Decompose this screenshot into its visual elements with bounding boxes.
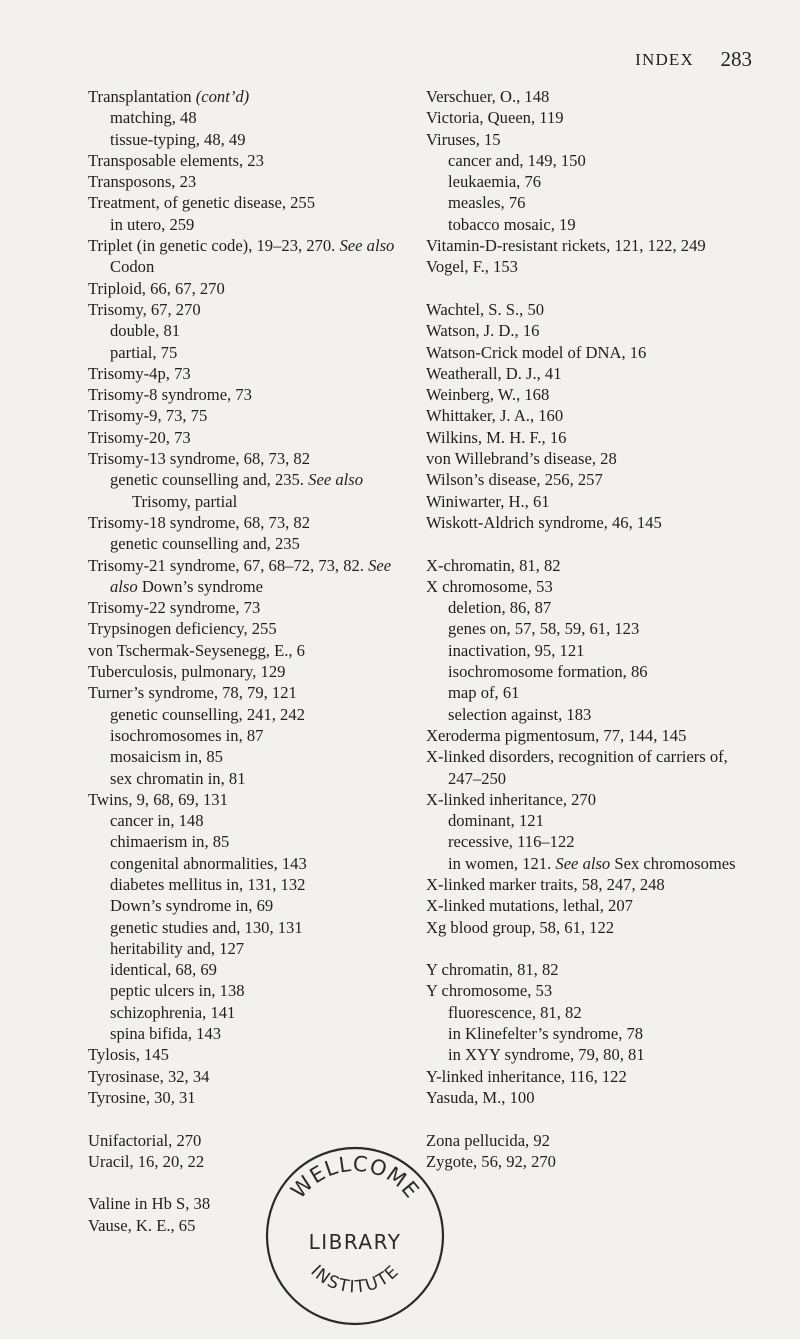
entry-text: Transposable elements, 23	[88, 150, 264, 170]
entry-text: Wachtel, S. S., 50	[426, 299, 545, 319]
index-subentry	[426, 192, 746, 213]
index-entry	[426, 980, 746, 1001]
entry-text: chimaerism in, 85	[110, 832, 230, 852]
entry-text: Tyrosinase, 32, 34	[88, 1066, 210, 1086]
index-entry	[88, 640, 418, 661]
index-entry	[426, 555, 746, 576]
index-subentry	[88, 704, 418, 725]
index-entry	[88, 448, 418, 469]
section-gap	[426, 1108, 746, 1129]
entry-text: Triplet (in genetic code), 19–23, 270.	[88, 236, 340, 256]
entry-text: Vitamin-D-resistant rickets, 121, 122, 249	[426, 236, 706, 256]
entry-text: in utero, 259	[110, 214, 195, 234]
index-subentry	[88, 746, 418, 767]
index-column-left	[88, 86, 418, 1236]
entry-text: Zygote, 56, 92, 270	[426, 1151, 556, 1171]
index-subentry	[426, 853, 746, 874]
entry-text: Turner’s syndrome, 78, 79, 121	[88, 683, 297, 703]
entry-text: isochromosome formation, 86	[448, 662, 648, 682]
entry-text: Trisomy-21 syndrome, 67, 68–72, 73, 82.	[88, 555, 369, 575]
index-entry	[426, 1130, 746, 1151]
entry-text: Watson, J. D., 16	[426, 321, 540, 341]
index-entry	[88, 299, 418, 320]
index-subentry	[88, 129, 418, 150]
entry-text: Treatment, of genetic disease, 255	[88, 193, 316, 213]
see-also-label: See also	[308, 470, 363, 490]
index-subentry	[88, 895, 418, 916]
entry-text: genetic counselling and, 235	[110, 534, 300, 554]
entry-text: von Tschermak-Seysenegg, E., 6	[88, 640, 305, 660]
index-entry	[88, 384, 418, 405]
entry-text: X-chromatin, 81, 82	[426, 555, 561, 575]
index-entry	[88, 192, 418, 213]
index-entry	[426, 725, 746, 746]
index-entry	[426, 363, 746, 384]
entry-text: spina bifida, 143	[110, 1024, 222, 1044]
entry-text: genetic counselling and, 235.	[110, 470, 309, 490]
see-also-label: See also	[339, 236, 395, 256]
index-entry	[88, 682, 418, 703]
entry-text: X chromosome, 53	[426, 576, 553, 596]
entry-text: Tuberculosis, pulmonary, 129	[88, 662, 286, 682]
index-entry	[88, 171, 418, 192]
entry-text: Xg blood group, 58, 61, 122	[426, 917, 615, 937]
entry-text: recessive, 116–122	[448, 832, 575, 852]
entry-text: Winiwarter, H., 61	[426, 491, 550, 511]
index-subentry	[88, 533, 418, 554]
stamp-library-label: LIBRARY	[308, 1230, 402, 1254]
index-entry	[426, 959, 746, 980]
see-also-label: See also	[110, 555, 392, 596]
index-column-right	[426, 86, 746, 1172]
index-entry	[426, 746, 746, 789]
index-subentry	[88, 214, 418, 235]
entry-text-tail: Codon	[110, 257, 155, 277]
svg-text:INSTITUTE: INSTITUTE	[306, 1261, 404, 1298]
entry-text: Tyrosine, 30, 31	[88, 1087, 196, 1107]
index-entry	[88, 235, 418, 278]
entry-text: von Willebrand’s disease, 28	[426, 449, 617, 469]
index-subentry	[88, 874, 418, 895]
entry-text: Trisomy-18 syndrome, 68, 73, 82	[88, 512, 311, 532]
entry-text: X-linked disorders, recognition of carriers of, 247–250	[426, 747, 728, 788]
index-subentry	[88, 768, 418, 789]
entry-text: Wilkins, M. H. F., 16	[426, 427, 567, 447]
index-entry	[426, 129, 746, 150]
section-gap	[426, 938, 746, 959]
entry-text: Weatherall, D. J., 41	[426, 363, 562, 383]
index-subentry	[88, 469, 418, 512]
index-subentry	[426, 682, 746, 703]
entry-text: Vogel, F., 153	[426, 257, 518, 277]
entry-text: selection against, 183	[448, 704, 592, 724]
entry-text-tail: (cont’d)	[195, 87, 250, 106]
entry-text: Wiskott-Aldrich syndrome, 46, 145	[426, 512, 662, 532]
section-gap	[88, 1108, 418, 1129]
entry-text: Down’s syndrome in, 69	[110, 896, 274, 916]
section-gap	[426, 533, 746, 554]
entry-text: congenital abnormalities, 143	[110, 853, 307, 873]
entry-text: tobacco mosaic, 19	[448, 214, 576, 234]
index-subentry	[426, 704, 746, 725]
index-entry	[426, 342, 746, 363]
entry-text: Xeroderma pigmentosum, 77, 144, 145	[426, 725, 687, 745]
index-entry	[426, 299, 746, 320]
index-subentry	[426, 661, 746, 682]
library-stamp	[262, 1143, 448, 1329]
index-entry	[88, 278, 418, 299]
entry-text: Trisomy-8 syndrome, 73	[88, 385, 252, 405]
entry-text: peptic ulcers in, 138	[110, 981, 245, 1001]
index-entry	[88, 363, 418, 384]
entry-text: Valine in Hb S, 38	[88, 1194, 211, 1214]
entry-text: isochromosomes in, 87	[110, 725, 264, 745]
entry-text: map of, 61	[448, 683, 520, 703]
index-subentry	[426, 597, 746, 618]
index-entry	[88, 661, 418, 682]
index-subentry	[88, 810, 418, 831]
entry-text: Weinberg, W., 168	[426, 385, 550, 405]
index-entry	[426, 491, 746, 512]
entry-text: Y chromosome, 53	[426, 981, 553, 1001]
entry-text: Unifactorial, 270	[88, 1130, 202, 1150]
entry-text: genetic counselling, 241, 242	[110, 704, 305, 724]
entry-text: Y-linked inheritance, 116, 122	[426, 1066, 627, 1086]
index-subentry	[426, 831, 746, 852]
index-entry	[88, 618, 418, 639]
index-subentry	[88, 831, 418, 852]
index-entry	[88, 86, 418, 107]
entry-text: Vause, K. E., 65	[88, 1215, 196, 1235]
index-entry	[426, 874, 746, 895]
entry-text: cancer and, 149, 150	[448, 150, 586, 170]
index-entry	[426, 448, 746, 469]
index-entry	[426, 469, 746, 490]
entry-text: Triploid, 66, 67, 270	[88, 278, 225, 298]
index-subentry	[426, 171, 746, 192]
index-entry	[426, 895, 746, 916]
index-subentry	[426, 810, 746, 831]
entry-text-tail: Trisomy, partial	[132, 491, 238, 511]
see-also-label: See also	[555, 853, 611, 873]
index-subentry	[88, 917, 418, 938]
index-entry	[88, 1066, 418, 1087]
entry-text: in Klinefelter’s syndrome, 78	[448, 1024, 644, 1044]
entry-text: Trisomy-4p, 73	[88, 363, 191, 383]
entry-text: Tylosis, 145	[88, 1045, 169, 1065]
entry-text: X-linked mutations, lethal, 207	[426, 896, 633, 916]
entry-text: Trisomy-22 syndrome, 73	[88, 598, 261, 618]
entry-text: measles, 76	[448, 193, 526, 213]
entry-text: Transposons, 23	[88, 172, 197, 192]
entry-text: cancer in, 148	[110, 811, 204, 831]
entry-text: in XYY syndrome, 79, 80, 81	[448, 1045, 645, 1065]
entry-text: Watson-Crick model of DNA, 16	[426, 342, 647, 362]
index-subentry	[88, 342, 418, 363]
entry-text: Trisomy-20, 73	[88, 427, 191, 447]
entry-text: Verschuer, O., 148	[426, 87, 550, 106]
index-entry	[88, 789, 418, 810]
index-entry	[426, 789, 746, 810]
index-subentry	[88, 1023, 418, 1044]
running-head: INDEX	[635, 50, 694, 69]
entry-text: tissue-typing, 48, 49	[110, 129, 246, 149]
entry-text: diabetes mellitus in, 131, 132	[110, 874, 306, 894]
section-gap	[426, 278, 746, 299]
index-entry	[88, 427, 418, 448]
entry-text: partial, 75	[110, 342, 178, 362]
index-entry	[426, 384, 746, 405]
svg-text:WELLCOME: WELLCOME	[286, 1151, 425, 1204]
entry-text: Trisomy-13 syndrome, 68, 73, 82	[88, 449, 311, 469]
entry-text: in women, 121.	[448, 853, 556, 873]
index-subentry	[88, 1002, 418, 1023]
index-entry	[426, 427, 746, 448]
index-entry	[426, 576, 746, 597]
entry-text-tail: Sex chromosomes	[610, 853, 736, 873]
entry-text: dominant, 121	[448, 811, 544, 831]
entry-text: double, 81	[110, 321, 181, 341]
entry-text: Y chromatin, 81, 82	[426, 960, 559, 980]
entry-text-tail: Down’s syndrome	[137, 576, 264, 596]
entry-text: Whittaker, J. A., 160	[426, 406, 564, 426]
entry-text: X-linked inheritance, 270	[426, 789, 597, 809]
index-entry	[426, 107, 746, 128]
entry-text: X-linked marker traits, 58, 247, 248	[426, 874, 665, 894]
index-entry	[426, 256, 746, 277]
index-entry	[426, 86, 746, 107]
index-subentry	[88, 959, 418, 980]
index-subentry	[426, 214, 746, 235]
entry-text: Viruses, 15	[426, 129, 501, 149]
index-entry	[426, 320, 746, 341]
index-entry	[88, 150, 418, 171]
entry-text: Twins, 9, 68, 69, 131	[88, 789, 228, 809]
entry-text: Wilson’s disease, 256, 257	[426, 470, 603, 490]
entry-text: Uracil, 16, 20, 22	[88, 1151, 205, 1171]
entry-text: sex chromatin in, 81	[110, 768, 246, 788]
index-subentry	[88, 938, 418, 959]
entry-text: Yasuda, M., 100	[426, 1087, 535, 1107]
index-entry	[426, 917, 746, 938]
index-subentry	[426, 618, 746, 639]
index-subentry	[426, 150, 746, 171]
entry-text: Trypsinogen deficiency, 255	[88, 619, 277, 639]
entry-text: identical, 68, 69	[110, 960, 217, 980]
entry-text: heritability and, 127	[110, 938, 245, 958]
index-subentry	[88, 107, 418, 128]
index-subentry	[88, 853, 418, 874]
index-subentry	[88, 725, 418, 746]
page-number: 283	[720, 47, 752, 71]
index-entry	[426, 512, 746, 533]
entry-text: fluorescence, 81, 82	[448, 1002, 582, 1022]
entry-text: inactivation, 95, 121	[448, 640, 585, 660]
entry-text: Trisomy-9, 73, 75	[88, 406, 208, 426]
entry-text: mosaicism in, 85	[110, 747, 223, 767]
entry-text: matching, 48	[110, 108, 197, 128]
entry-text: genetic studies and, 130, 131	[110, 917, 303, 937]
index-entry	[88, 1044, 418, 1065]
index-entry	[88, 555, 418, 598]
index-subentry	[426, 1002, 746, 1023]
entry-text: schizophrenia, 141	[110, 1002, 236, 1022]
index-entry	[426, 1151, 746, 1172]
index-entry	[88, 1087, 418, 1108]
index-entry	[426, 1087, 746, 1108]
index-entry	[88, 512, 418, 533]
entry-text: leukaemia, 76	[448, 172, 542, 192]
index-entry	[426, 235, 746, 256]
entry-text: genes on, 57, 58, 59, 61, 123	[448, 619, 640, 639]
index-entry	[426, 405, 746, 426]
entry-text: Zona pellucida, 92	[426, 1130, 550, 1150]
index-subentry	[426, 1023, 746, 1044]
entry-text: Trisomy, 67, 270	[88, 299, 201, 319]
index-subentry	[426, 640, 746, 661]
entry-text: deletion, 86, 87	[448, 598, 552, 618]
index-entry	[426, 1066, 746, 1087]
entry-text: Transplantation	[88, 87, 196, 106]
index-subentry	[88, 980, 418, 1001]
index-entry	[88, 405, 418, 426]
index-subentry	[426, 1044, 746, 1065]
entry-text: Victoria, Queen, 119	[426, 108, 564, 128]
index-entry	[88, 597, 418, 618]
index-subentry	[88, 320, 418, 341]
